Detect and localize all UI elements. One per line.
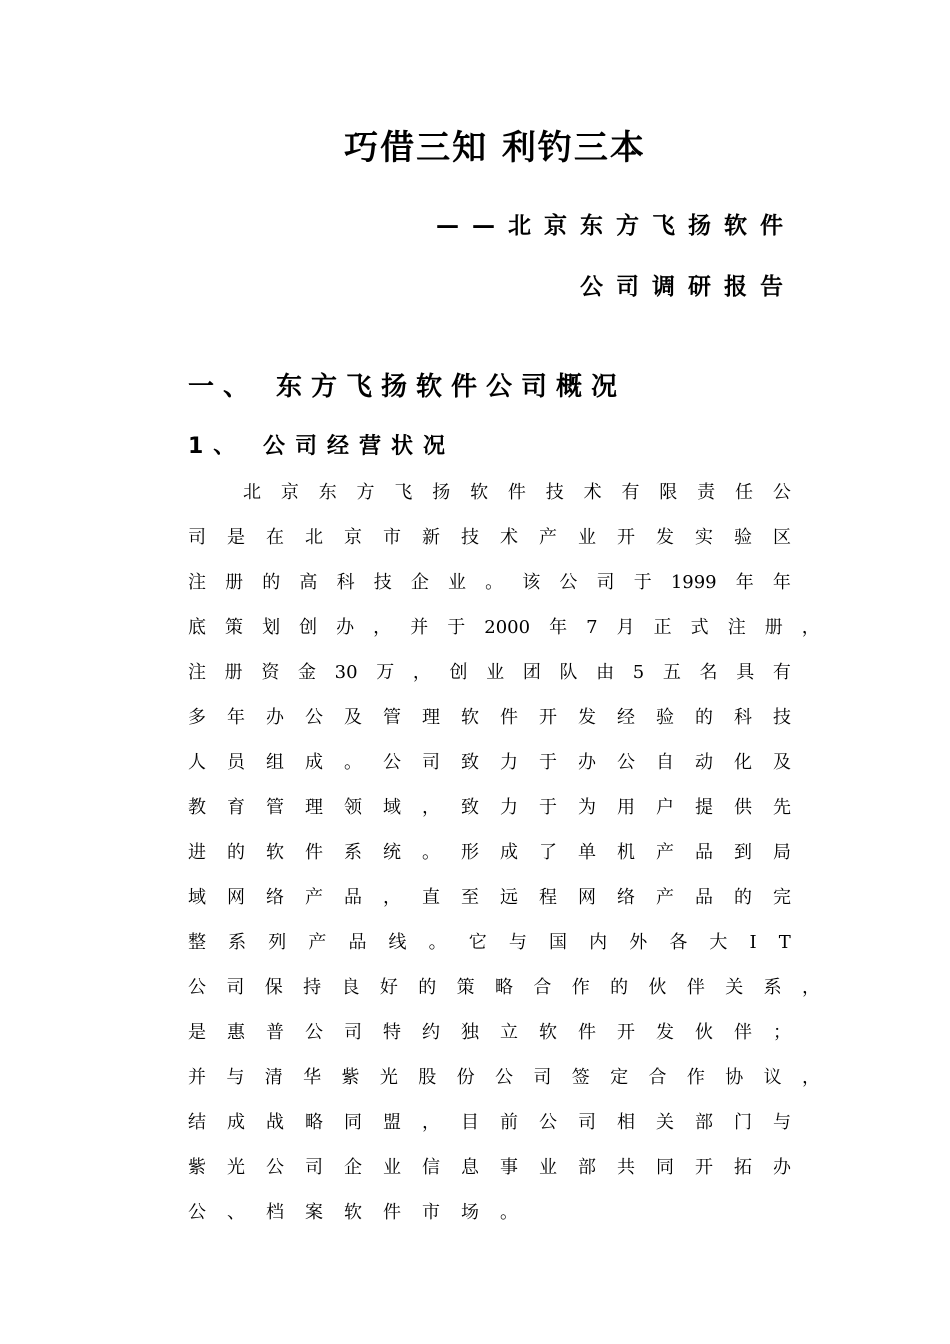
paragraph-line: 教 育 管 理 领 域 ， 致 力 于 为 用 户 提 供 先 xyxy=(188,797,791,818)
document-subtitle-line-2: 公司调研报告 xyxy=(580,274,796,300)
paragraph-line: 进 的 软 件 系 统 。 形 成 了 单 机 产 品 到 局 xyxy=(188,842,791,863)
paragraph-line: 域 网 络 产 品 ， 直 至 远 程 网 络 产 品 的 完 xyxy=(188,887,791,908)
paragraph-line: 是 惠 普 公 司 特 约 独 立 软 件 开 发 伙 伴 ； xyxy=(188,1022,791,1043)
paragraph-line: 并 与 清 华 紫 光 股 份 公 司 签 定 合 作 协 议 ， xyxy=(188,1067,820,1088)
body-paragraph xyxy=(188,470,828,1235)
paragraph-line: 紫 光 公 司 企 业 信 息 事 业 部 共 同 开 拓 办 xyxy=(188,1157,791,1178)
document-title: 巧借三知 利钓三本 xyxy=(344,128,646,168)
paragraph-line: 注 册 资 金 30 万 ， 创 业 团 队 由 5 五 名 具 有 xyxy=(188,662,791,683)
section-heading: 一、 东方飞扬软件公司概况 xyxy=(188,372,627,402)
paragraph-line: 公 、 档 案 软 件 市 场 。 xyxy=(188,1202,518,1223)
subsection-heading: 1、 公司经营状况 xyxy=(188,434,455,459)
paragraph-line: 整 系 列 产 品 线 。 它 与 国 内 外 各 大 I T xyxy=(188,932,791,953)
paragraph-line: 公 司 保 持 良 好 的 策 略 合 作 的 伙 伴 关 系 ， xyxy=(188,977,820,998)
paragraph-line: 司 是 在 北 京 市 新 技 术 产 业 开 发 实 验 区 xyxy=(188,527,791,548)
paragraph-line: 多 年 办 公 及 管 理 软 件 开 发 经 验 的 科 技 xyxy=(188,707,791,728)
paragraph-line: 北 京 东 方 飞 扬 软 件 技 术 有 限 责 任 公 xyxy=(243,482,791,503)
paragraph-line: 结 成 战 略 同 盟 ， 目 前 公 司 相 关 部 门 与 xyxy=(188,1112,791,1133)
paragraph-line: 底 策 划 创 办 ， 并 于 2000 年 7 月 正 式 注 册 ， xyxy=(188,617,820,638)
document-subtitle-line-1: ——北京东方飞扬软件 xyxy=(436,213,796,239)
paragraph-line: 人 员 组 成 。 公 司 致 力 于 办 公 自 动 化 及 xyxy=(188,752,791,773)
paragraph-line: 注 册 的 高 科 技 企 业 。 该 公 司 于 1999 年 年 xyxy=(188,572,791,593)
